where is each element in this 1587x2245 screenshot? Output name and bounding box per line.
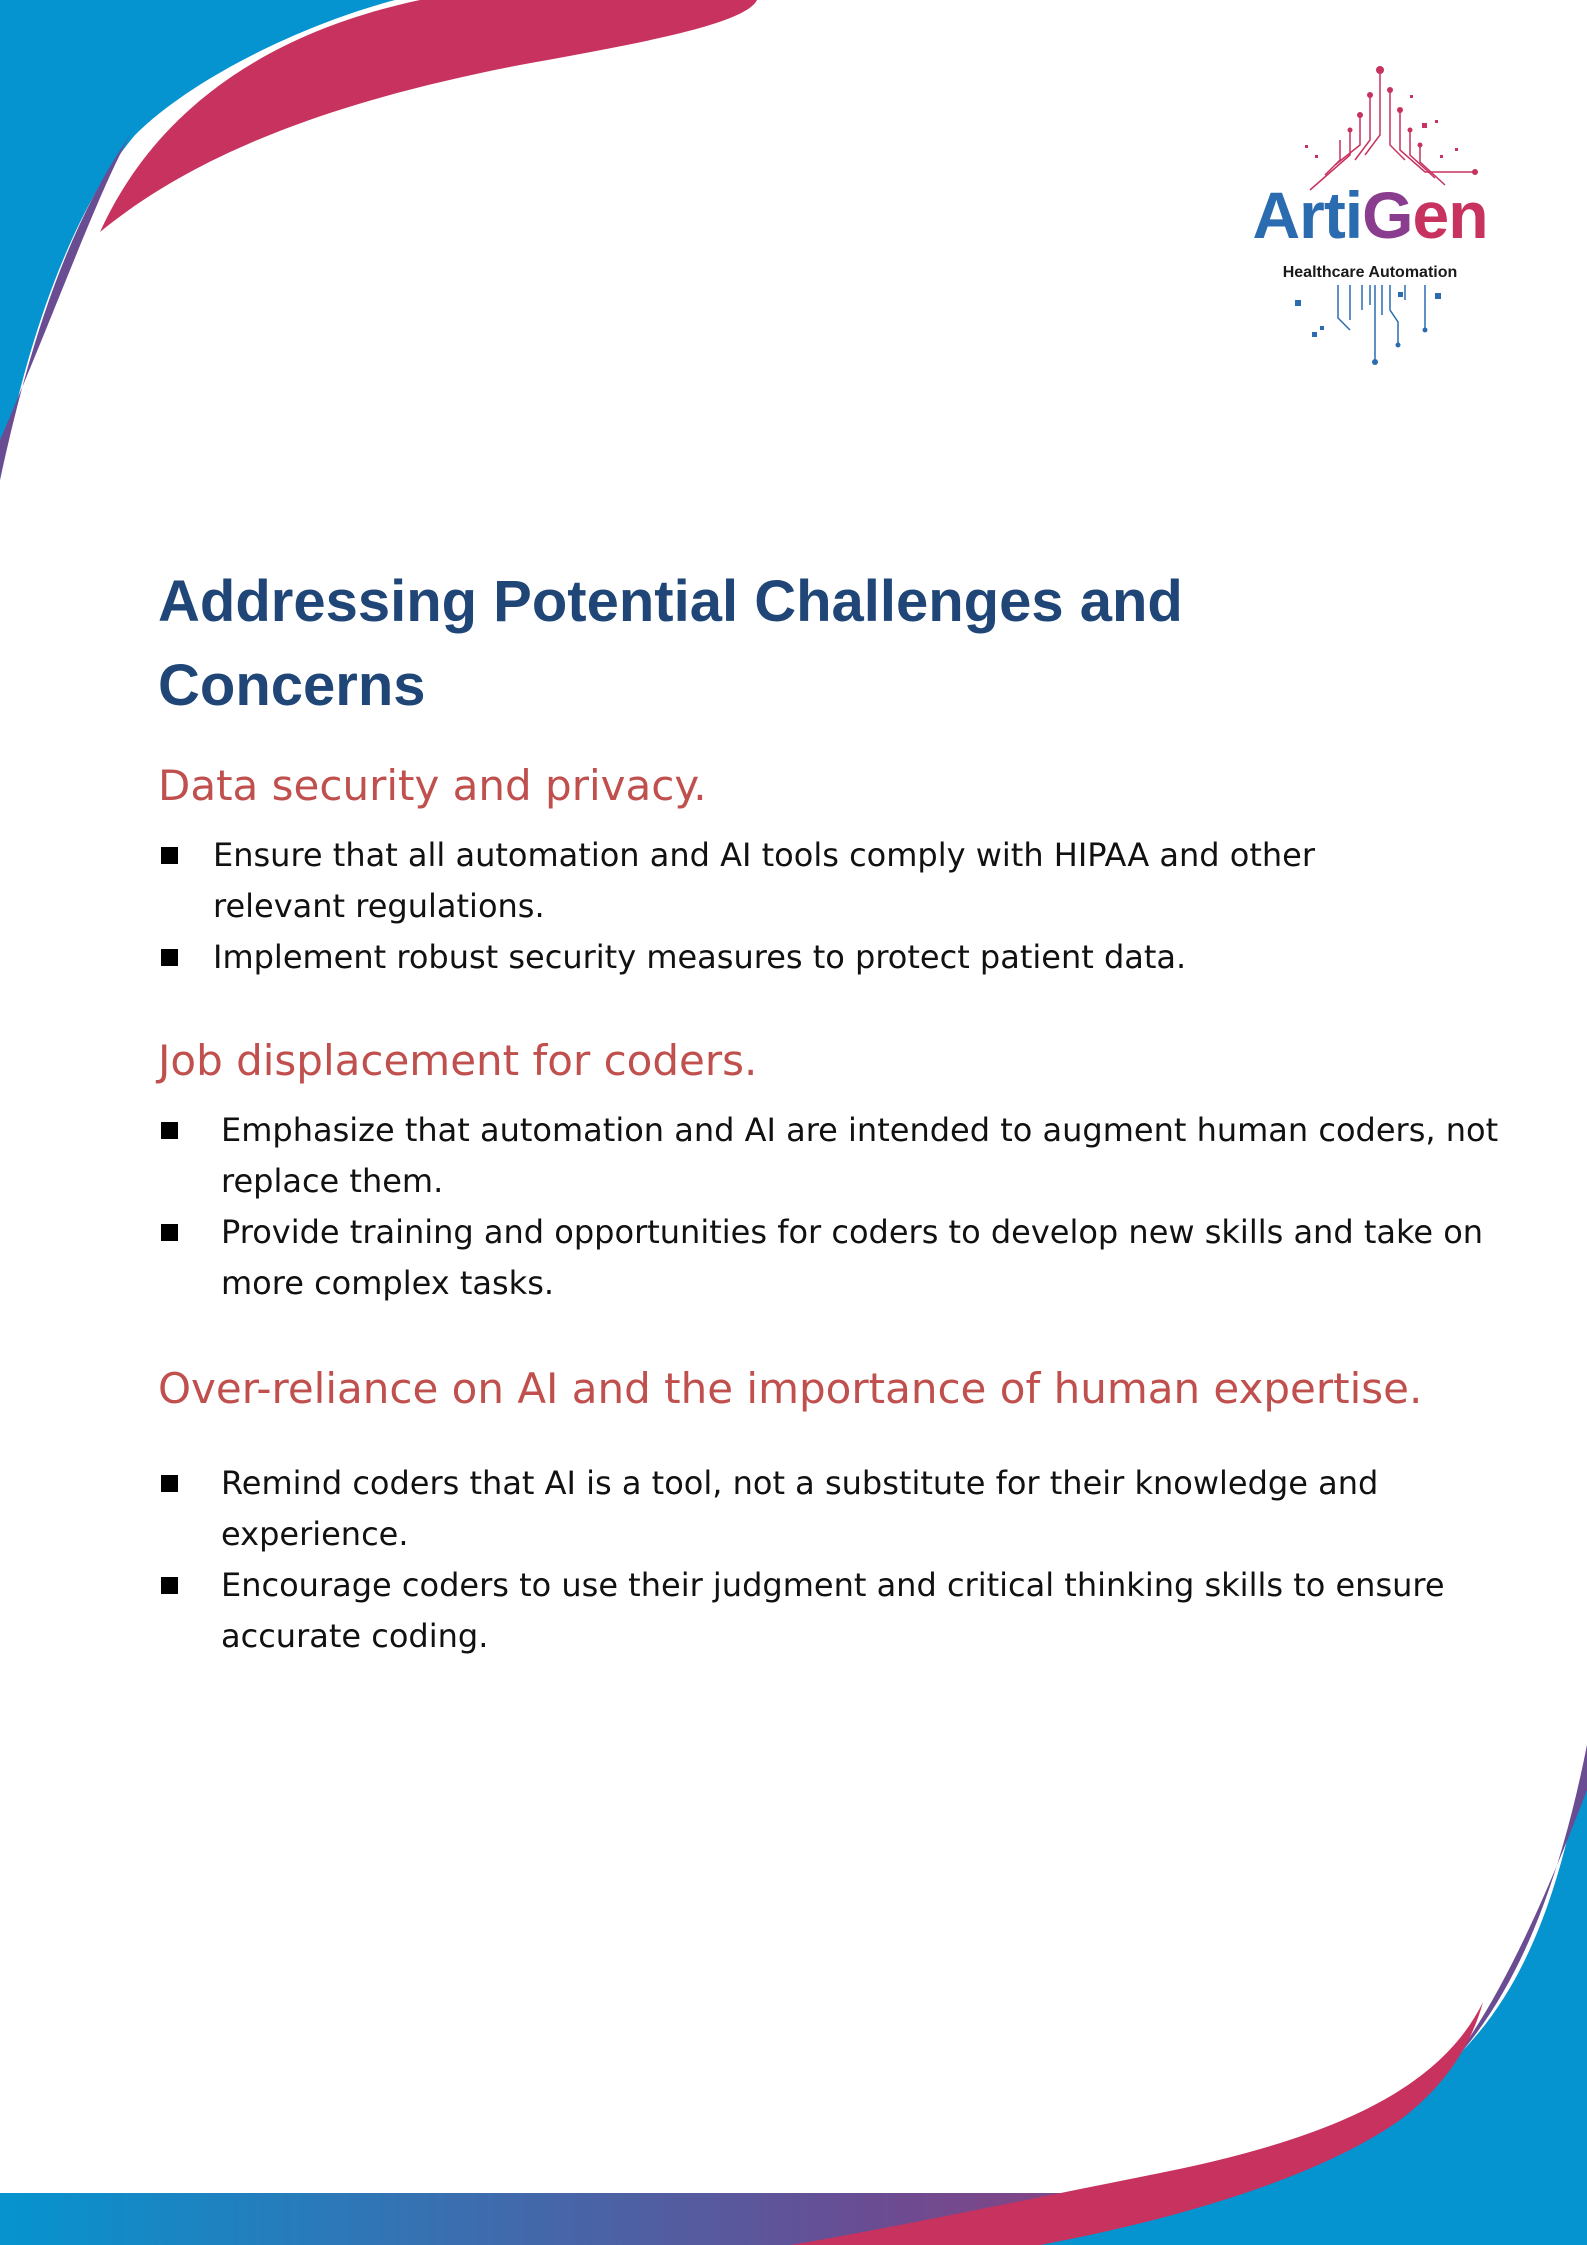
logo-word-part3: en — [1412, 178, 1488, 252]
logo-wordmark — [1232, 178, 1508, 252]
square-bullet-icon — [161, 1122, 178, 1139]
section-heading: Data security and privacy. — [158, 761, 707, 810]
artigen-logo — [1220, 60, 1520, 380]
section-heading: Job displacement for coders. — [158, 1036, 758, 1085]
list-item — [158, 1458, 1501, 1560]
list-item-text: Implement robust security measures to protect patient data. — [213, 938, 1187, 976]
list-item-text: Provide training and opportunities for coders to develop new skills and take on more complex tasks. — [221, 1213, 1484, 1302]
list-item-text: Remind coders that AI is a tool, not a substitute for their knowledge and experience. — [221, 1464, 1379, 1553]
logo-word-part1: Arti — [1252, 178, 1363, 252]
section-job-displacement — [158, 1031, 1499, 1309]
list-item — [158, 1207, 1501, 1309]
section-data-security — [158, 756, 1458, 983]
square-bullet-icon — [161, 1475, 178, 1492]
square-bullet-icon — [161, 1224, 178, 1241]
logo-word-part2: G — [1362, 178, 1413, 252]
page-title: Addressing Potential Challenges and Concerns — [158, 569, 1183, 718]
square-bullet-icon — [161, 1577, 178, 1594]
square-bullet-icon — [161, 847, 178, 864]
main-content — [158, 560, 1499, 1662]
bullet-list — [158, 830, 1458, 983]
list-item — [158, 932, 1393, 983]
bullet-list — [158, 1105, 1499, 1309]
logo-tagline: Healthcare Automation — [1282, 264, 1458, 281]
list-item — [158, 1560, 1501, 1662]
list-item-text: Ensure that all automation and AI tools comply with HIPAA and other relevant regulations. — [213, 836, 1315, 925]
square-bullet-icon — [161, 949, 178, 966]
list-item-text: Emphasize that automation and AI are intended to augment human coders, not replace them. — [221, 1111, 1499, 1200]
section-heading: Over-reliance on AI and the importance of human expertise. — [158, 1364, 1423, 1413]
list-item — [158, 830, 1393, 932]
section-over-reliance — [158, 1359, 1458, 1662]
list-item-text: Encourage coders to use their judgment and critical thinking skills to ensure accurate coding. — [221, 1566, 1445, 1655]
bullet-list — [158, 1458, 1458, 1662]
list-item — [158, 1105, 1501, 1207]
